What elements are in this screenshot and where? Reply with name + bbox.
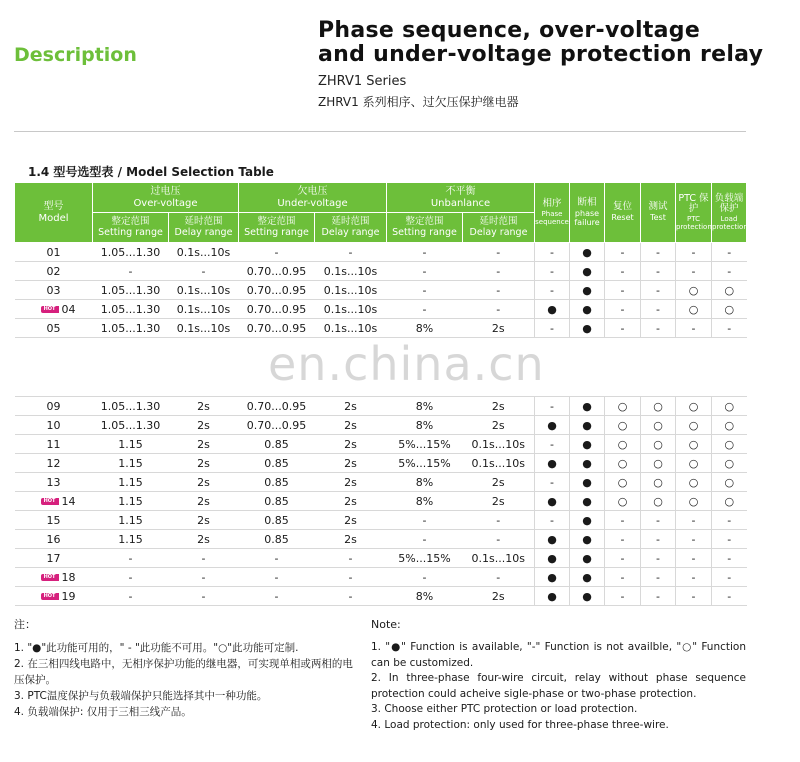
cell-ub-set: -	[387, 511, 463, 530]
cell-ov-set: 1.15	[93, 473, 169, 492]
cell-uv-delay: 0.1s...10s	[315, 300, 387, 319]
cell-ub-set: -	[387, 530, 463, 549]
header-ub-setting: 整定范围 Setting range	[387, 213, 463, 243]
description-label: Description	[14, 44, 137, 66]
cell-ptc: ○	[676, 416, 712, 435]
cell-seq: -	[535, 243, 570, 262]
cell-uv-set: 0.85	[239, 530, 315, 549]
cell-fail: ●	[570, 416, 605, 435]
model-number: 14	[61, 494, 76, 508]
cell-ub-delay: 2s	[463, 492, 535, 511]
table-row	[15, 416, 747, 435]
cell-fail: ●	[570, 492, 605, 511]
cell-ptc: -	[676, 549, 712, 568]
cell-seq: -	[535, 511, 570, 530]
notes-cn-title: 注：	[14, 618, 36, 631]
cell-ub-set: 5%...15%	[387, 435, 463, 454]
cell-uv-delay: 0.1s...10s	[315, 262, 387, 281]
cell-load: ○	[712, 397, 747, 416]
cell-uv-set: 0.85	[239, 511, 315, 530]
model-number: 05	[46, 321, 61, 335]
table-row	[15, 454, 747, 473]
cell-ov-set: 1.05...1.30	[93, 416, 169, 435]
model-cell	[15, 300, 93, 319]
cell-load: ○	[712, 300, 747, 319]
cell-ptc: ○	[676, 492, 712, 511]
cell-test: -	[641, 568, 676, 587]
cell-test: -	[641, 549, 676, 568]
cell-test: -	[641, 511, 676, 530]
cell-ptc: ○	[676, 435, 712, 454]
cell-seq: ●	[535, 549, 570, 568]
header-uv-delay: 延时范围 Delay range	[315, 213, 387, 243]
model-number: 16	[46, 532, 61, 546]
cell-load: -	[712, 511, 747, 530]
table-row	[15, 587, 747, 606]
cell-fail: ●	[570, 568, 605, 587]
cell-load: -	[712, 262, 747, 281]
header-ub-delay: 延时范围 Delay range	[463, 213, 535, 243]
cell-ub-set: -	[387, 300, 463, 319]
cell-test: -	[641, 243, 676, 262]
cell-ub-delay: -	[463, 511, 535, 530]
cell-ptc: -	[676, 319, 712, 338]
cell-ov-set: 1.05...1.30	[93, 281, 169, 300]
model-cell	[15, 319, 93, 338]
cell-fail: ●	[570, 530, 605, 549]
notes-en-title: Note:	[371, 618, 401, 631]
cell-fail: ●	[570, 300, 605, 319]
cell-fail: ●	[570, 511, 605, 530]
cell-ub-delay: -	[463, 568, 535, 587]
cell-ov-delay: 2s	[169, 397, 239, 416]
cell-ov-set: -	[93, 568, 169, 587]
model-cell	[15, 568, 93, 587]
cell-reset: ○	[605, 416, 641, 435]
cell-load: ○	[712, 473, 747, 492]
cell-reset: -	[605, 243, 641, 262]
cell-uv-delay: 0.1s...10s	[315, 281, 387, 300]
model-cell	[15, 454, 93, 473]
model-cell	[15, 416, 93, 435]
cell-test: -	[641, 319, 676, 338]
cell-ub-delay: 2s	[463, 319, 535, 338]
model-number: 17	[46, 551, 61, 565]
cell-reset: -	[605, 587, 641, 606]
model-cell	[15, 511, 93, 530]
cell-fail: ●	[570, 454, 605, 473]
cell-ub-set: 5%...15%	[387, 549, 463, 568]
model-cell	[15, 262, 93, 281]
cell-fail: ●	[570, 243, 605, 262]
cell-ov-set: 1.05...1.30	[93, 319, 169, 338]
cell-ov-set: 1.15	[93, 530, 169, 549]
table-row	[15, 492, 747, 511]
cell-ov-delay: -	[169, 568, 239, 587]
cell-ub-set: -	[387, 281, 463, 300]
cell-reset: -	[605, 319, 641, 338]
table-body-top	[15, 243, 747, 338]
page-title-line2: and under-voltage protection relay	[318, 42, 764, 67]
cell-ptc: ○	[676, 397, 712, 416]
model-number: 13	[46, 475, 61, 489]
page-title-line1: Phase sequence, over-voltage	[318, 18, 701, 43]
cell-fail: ●	[570, 397, 605, 416]
cell-ub-delay: 0.1s...10s	[463, 549, 535, 568]
cell-uv-delay: 2s	[315, 530, 387, 549]
notes-en	[371, 640, 746, 733]
table-row	[15, 530, 747, 549]
cell-seq: ●	[535, 300, 570, 319]
cell-ub-delay: 2s	[463, 397, 535, 416]
cell-ub-delay: 2s	[463, 416, 535, 435]
cell-ub-set: 8%	[387, 587, 463, 606]
cell-ov-set: -	[93, 549, 169, 568]
model-cell	[15, 587, 93, 606]
hot-badge: HOT	[41, 498, 59, 505]
cell-reset: ○	[605, 397, 641, 416]
cell-uv-set: 0.70...0.95	[239, 300, 315, 319]
cell-ov-delay: 2s	[169, 435, 239, 454]
cell-load: -	[712, 587, 747, 606]
model-cell	[15, 397, 93, 416]
cell-load: ○	[712, 416, 747, 435]
cell-ov-delay: 2s	[169, 530, 239, 549]
cell-uv-set: 0.70...0.95	[239, 319, 315, 338]
cell-load: ○	[712, 454, 747, 473]
cell-ptc: -	[676, 530, 712, 549]
cell-uv-delay: 2s	[315, 492, 387, 511]
header-ov-delay: 延时范围 Delay range	[169, 213, 239, 243]
cell-seq: -	[535, 281, 570, 300]
cell-reset: -	[605, 568, 641, 587]
cell-ov-delay: 2s	[169, 511, 239, 530]
cell-uv-set: 0.70...0.95	[239, 281, 315, 300]
cell-seq: ●	[535, 416, 570, 435]
table-row	[15, 473, 747, 492]
cell-seq: ●	[535, 530, 570, 549]
note-cn-3: 3. PTC温度保护与负载端保护只能选择其中一种功能。	[14, 690, 268, 702]
header-under-voltage: 欠电压 Under-voltage	[239, 183, 387, 213]
cell-load: -	[712, 549, 747, 568]
cell-seq: ●	[535, 568, 570, 587]
cell-reset: ○	[605, 492, 641, 511]
cell-ptc: -	[676, 587, 712, 606]
cell-fail: ●	[570, 281, 605, 300]
model-selection-table	[14, 182, 747, 606]
cell-reset: -	[605, 300, 641, 319]
cell-ov-delay: 2s	[169, 492, 239, 511]
cell-ub-delay: 0.1s...10s	[463, 454, 535, 473]
cell-ov-delay: 0.1s...10s	[169, 281, 239, 300]
model-cell	[15, 243, 93, 262]
cell-test: -	[641, 587, 676, 606]
cell-reset: -	[605, 281, 641, 300]
cell-seq: ●	[535, 454, 570, 473]
model-number: 09	[46, 399, 61, 413]
cell-seq: ●	[535, 492, 570, 511]
cell-test: -	[641, 300, 676, 319]
cell-ub-delay: -	[463, 243, 535, 262]
cell-ptc: ○	[676, 454, 712, 473]
cell-test: ○	[641, 435, 676, 454]
cell-ub-set: 5%...15%	[387, 454, 463, 473]
table-body-bottom	[15, 397, 747, 606]
table-row	[15, 435, 747, 454]
table-row	[15, 511, 747, 530]
note-cn-4: 4. 负载端保护: 仅用于三相三线产品。	[14, 706, 192, 718]
model-number: 02	[46, 264, 61, 278]
cell-uv-set: -	[239, 587, 315, 606]
cell-seq: ●	[535, 587, 570, 606]
header-model: 型号 Model	[15, 183, 93, 243]
cell-test: ○	[641, 492, 676, 511]
hot-badge: HOT	[41, 593, 59, 600]
model-number: 10	[46, 418, 61, 432]
cell-ov-set: -	[93, 587, 169, 606]
cell-ub-set: 8%	[387, 397, 463, 416]
cell-seq: -	[535, 262, 570, 281]
cell-uv-set: 0.85	[239, 473, 315, 492]
model-number: 15	[46, 513, 61, 527]
note-cn-1: 1. "●"此功能可用的，" - "此功能不可用。"○"此功能可定制.	[14, 642, 299, 654]
cell-ptc: -	[676, 511, 712, 530]
cell-reset: -	[605, 262, 641, 281]
cell-uv-delay: 2s	[315, 397, 387, 416]
cell-ov-delay: -	[169, 549, 239, 568]
model-number: 03	[46, 283, 61, 297]
cell-load: -	[712, 530, 747, 549]
model-number: 01	[46, 245, 61, 259]
model-cell	[15, 281, 93, 300]
cell-uv-set: -	[239, 568, 315, 587]
table-row	[15, 397, 747, 416]
cell-ov-set: 1.05...1.30	[93, 243, 169, 262]
cell-reset: -	[605, 511, 641, 530]
model-number: 11	[46, 437, 61, 451]
cell-reset: ○	[605, 454, 641, 473]
model-cell	[15, 549, 93, 568]
watermark: en.china.cn	[268, 337, 545, 391]
cell-test: -	[641, 530, 676, 549]
cell-uv-delay: -	[315, 587, 387, 606]
notes-cn	[14, 640, 359, 720]
cell-load: -	[712, 319, 747, 338]
cell-reset: -	[605, 530, 641, 549]
cell-ub-delay: -	[463, 281, 535, 300]
model-cell	[15, 530, 93, 549]
cell-ub-delay: -	[463, 530, 535, 549]
cell-ov-delay: 2s	[169, 473, 239, 492]
note-cn-2: 2. 在三相四线电路中，无相序保护功能的继电器，可实现单相或两相的电压保护。	[14, 658, 353, 686]
series-name-en: ZHRV1 Series	[318, 74, 407, 89]
cell-fail: ●	[570, 435, 605, 454]
header-reset: 复位 Reset	[605, 183, 641, 243]
cell-reset: ○	[605, 435, 641, 454]
cell-uv-set: 0.85	[239, 454, 315, 473]
cell-uv-delay: -	[315, 568, 387, 587]
header-ov-setting: 整定范围 Setting range	[93, 213, 169, 243]
model-number: 12	[46, 456, 61, 470]
cell-uv-delay: 2s	[315, 435, 387, 454]
cell-uv-delay: 2s	[315, 473, 387, 492]
cell-ub-set: 8%	[387, 473, 463, 492]
cell-fail: ●	[570, 262, 605, 281]
cell-ptc: -	[676, 568, 712, 587]
cell-ptc: ○	[676, 473, 712, 492]
cell-ov-set: 1.05...1.30	[93, 300, 169, 319]
cell-uv-set: -	[239, 243, 315, 262]
model-number: 19	[61, 589, 76, 603]
model-number: 04	[61, 302, 76, 316]
series-name-cn: ZHRV1 系列相序、过欠压保护继电器	[318, 95, 519, 109]
cell-ptc: -	[676, 243, 712, 262]
cell-ub-set: -	[387, 262, 463, 281]
cell-ptc: ○	[676, 300, 712, 319]
cell-ov-delay: 2s	[169, 416, 239, 435]
cell-ptc: -	[676, 262, 712, 281]
cell-ub-set: 8%	[387, 416, 463, 435]
cell-load: ○	[712, 492, 747, 511]
header-phase-sequence: 相序 Phase sequence	[535, 183, 570, 243]
table-row	[15, 262, 747, 281]
cell-uv-set: -	[239, 549, 315, 568]
cell-ov-set: 1.15	[93, 435, 169, 454]
table-row	[15, 281, 747, 300]
cell-uv-delay: -	[315, 549, 387, 568]
cell-test: ○	[641, 473, 676, 492]
model-cell	[15, 435, 93, 454]
cell-seq: -	[535, 435, 570, 454]
table-row	[15, 300, 747, 319]
cell-fail: ●	[570, 319, 605, 338]
cell-ub-delay: -	[463, 262, 535, 281]
cell-load: ○	[712, 281, 747, 300]
cell-ub-delay: 2s	[463, 587, 535, 606]
cell-test: ○	[641, 454, 676, 473]
hot-badge: HOT	[41, 574, 59, 581]
cell-fail: ●	[570, 473, 605, 492]
cell-ov-delay: 0.1s...10s	[169, 300, 239, 319]
cell-uv-delay: 2s	[315, 511, 387, 530]
cell-ub-delay: -	[463, 300, 535, 319]
model-cell	[15, 492, 93, 511]
note-en-4: 4. Load protection: only used for three-phase three-wire.	[371, 718, 669, 731]
cell-ub-delay: 2s	[463, 473, 535, 492]
cell-ub-set: 8%	[387, 492, 463, 511]
note-en-3: 3. Choose either PTC protection or load protection.	[371, 703, 638, 715]
header-phase-failure: 断相 phase failure	[570, 183, 605, 243]
model-number: 18	[61, 570, 76, 584]
note-en-2: 2. In three-phase four-wire circuit, relay without phase sequence protection could acheive sigle-phase or two-phase protection.	[371, 672, 746, 700]
table-row	[15, 549, 747, 568]
cell-test: ○	[641, 397, 676, 416]
cell-uv-delay: 2s	[315, 416, 387, 435]
cell-ub-delay: 0.1s...10s	[463, 435, 535, 454]
cell-seq: -	[535, 473, 570, 492]
cell-reset: ○	[605, 473, 641, 492]
header-test: 测试 Test	[641, 183, 676, 243]
cell-ov-delay: -	[169, 262, 239, 281]
table-row	[15, 568, 747, 587]
header-ptc: PTC 保护 PTC protection	[676, 183, 712, 243]
cell-ub-set: -	[387, 568, 463, 587]
cell-ov-delay: 0.1s...10s	[169, 319, 239, 338]
cell-ov-delay: 2s	[169, 454, 239, 473]
cell-ov-delay: 0.1s...10s	[169, 243, 239, 262]
cell-uv-set: 0.85	[239, 492, 315, 511]
cell-test: -	[641, 262, 676, 281]
cell-uv-delay: 2s	[315, 454, 387, 473]
cell-ov-set: 1.05...1.30	[93, 397, 169, 416]
cell-ub-set: -	[387, 243, 463, 262]
divider	[14, 131, 746, 132]
cell-ov-set: 1.15	[93, 454, 169, 473]
cell-load: -	[712, 243, 747, 262]
cell-uv-delay: 0.1s...10s	[315, 319, 387, 338]
cell-fail: ●	[570, 587, 605, 606]
table-row	[15, 243, 747, 262]
cell-ov-set: 1.15	[93, 511, 169, 530]
cell-test: ○	[641, 416, 676, 435]
cell-uv-set: 0.85	[239, 435, 315, 454]
model-cell	[15, 473, 93, 492]
cell-seq: -	[535, 319, 570, 338]
cell-ov-delay: -	[169, 587, 239, 606]
cell-uv-set: 0.70...0.95	[239, 397, 315, 416]
note-en-1: 1. "●" Function is available, "-" Function is not availble, "○" Function can be customized.	[371, 641, 746, 669]
cell-reset: -	[605, 549, 641, 568]
cell-ptc: ○	[676, 281, 712, 300]
cell-ov-set: -	[93, 262, 169, 281]
cell-uv-set: 0.70...0.95	[239, 416, 315, 435]
cell-test: -	[641, 281, 676, 300]
cell-uv-delay: -	[315, 243, 387, 262]
header-load: 负载端 保护 Load protection	[712, 183, 747, 243]
cell-uv-set: 0.70...0.95	[239, 262, 315, 281]
cell-ov-set: 1.15	[93, 492, 169, 511]
table-row	[15, 319, 747, 338]
cell-fail: ●	[570, 549, 605, 568]
hot-badge: HOT	[41, 306, 59, 313]
cell-load: ○	[712, 435, 747, 454]
cell-ub-set: 8%	[387, 319, 463, 338]
header-over-voltage: 过电压 Over-voltage	[93, 183, 239, 213]
cell-seq: -	[535, 397, 570, 416]
cell-load: -	[712, 568, 747, 587]
section-title: 1.4 型号选型表 / Model Selection Table	[28, 165, 274, 179]
header-unbalance: 不平衡 Unbanlance	[387, 183, 535, 213]
header-uv-setting: 整定范围 Setting range	[239, 213, 315, 243]
